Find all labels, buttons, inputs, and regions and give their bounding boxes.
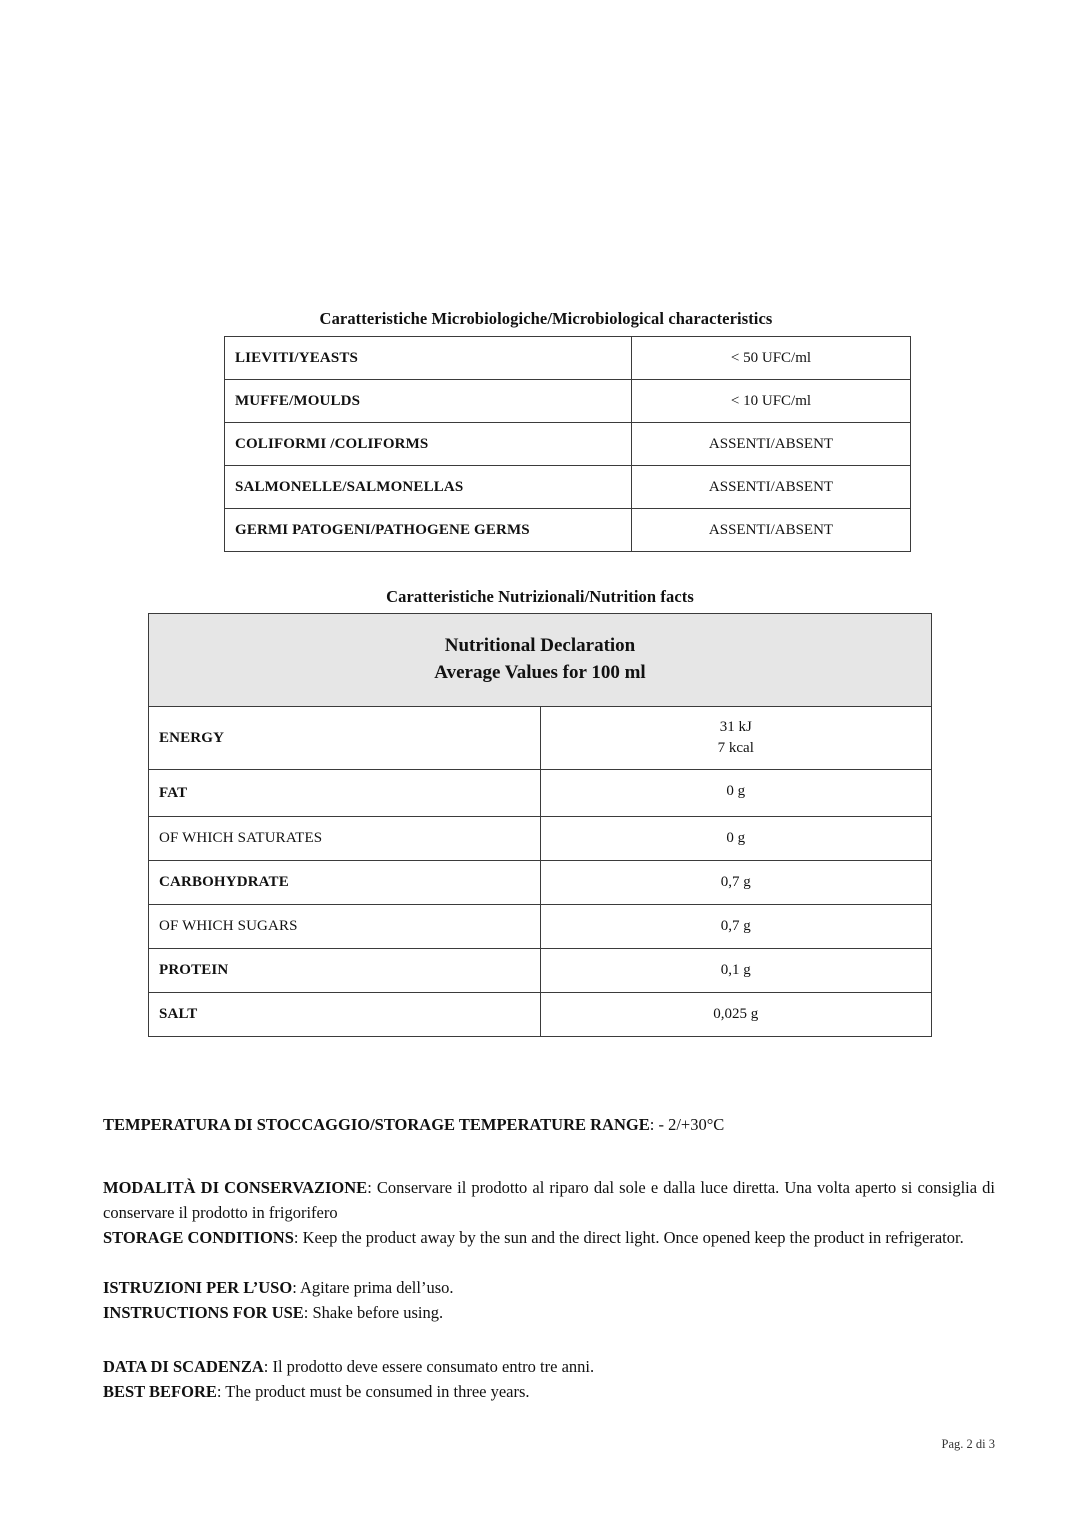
table-row — [149, 861, 932, 905]
table-row — [225, 466, 911, 509]
nutrition-row-name: SALT — [149, 993, 541, 1037]
nutrition-value-line-2: 7 kcal — [717, 740, 754, 756]
best-before-block — [103, 1355, 995, 1405]
table-row — [225, 423, 911, 466]
micro-row-label: SALMONELLE/SALMONELLAS — [225, 466, 632, 509]
table-header-row — [149, 614, 932, 707]
instructions-english — [103, 1301, 995, 1326]
best-before-english — [103, 1380, 995, 1405]
table-row — [149, 993, 932, 1037]
storage-conditions-italian-label: MODALITÀ DI CONSERVAZIONE — [103, 1178, 368, 1197]
nutrition-row-name: FAT — [149, 770, 541, 817]
micro-row-value: < 10 UFC/ml — [632, 380, 911, 423]
nutrition-row-name: CARBOHYDRATE — [149, 861, 541, 905]
micro-row-value: ASSENTI/ABSENT — [632, 466, 911, 509]
instructions-english-label: INSTRUCTIONS FOR USE — [103, 1302, 304, 1322]
nutrition-row-name: OF WHICH SUGARS — [149, 905, 541, 949]
nutrition-table-header-cell — [149, 614, 932, 707]
table-row — [225, 509, 911, 552]
storage-conditions-english-label: STORAGE CONDITIONS — [103, 1227, 294, 1247]
table-row — [225, 380, 911, 423]
microbiological-characteristics-table — [224, 336, 911, 552]
storage-conditions-block — [103, 1176, 995, 1250]
table-row — [149, 905, 932, 949]
instructions-english-text: : Shake before using. — [303, 1302, 444, 1322]
micro-row-value: < 50 UFC/ml — [632, 337, 911, 380]
best-before-italian — [103, 1355, 995, 1380]
nutrition-row-name: PROTEIN — [149, 949, 541, 993]
storage-temperature-block — [103, 1113, 995, 1138]
storage-conditions-english — [103, 1226, 995, 1251]
nutrition-row-value: 0 g — [540, 770, 932, 817]
best-before-english-text: : The product must be consumed in three years. — [216, 1381, 530, 1401]
micro-row-value: ASSENTI/ABSENT — [632, 423, 911, 466]
nutrition-row-value: 0 g — [540, 817, 932, 861]
best-before-english-label: BEST BEFORE — [103, 1381, 217, 1401]
page-footer: Pag. 2 di 3 — [941, 1437, 995, 1451]
instructions-for-use-block — [103, 1276, 995, 1326]
storage-conditions-italian — [103, 1176, 995, 1226]
micro-row-label: COLIFORMI /COLIFORMS — [225, 423, 632, 466]
nutrition-row-value: 0,1 g — [540, 949, 932, 993]
nutrition-value-line-1: 31 kJ — [719, 719, 752, 736]
nutrition-row-value: 0,7 g — [540, 905, 932, 949]
nutrition-row-value: 0,7 g — [540, 861, 932, 905]
micro-row-label: GERMI PATOGENI/PATHOGENE GERMS — [225, 509, 632, 552]
instructions-italian-label: ISTRUZIONI PER L’USO — [103, 1278, 293, 1297]
instructions-italian — [103, 1276, 995, 1301]
nutrition-header-line-1: Nutritional Declaration — [444, 635, 636, 657]
nutrition-header-line-2: Average Values for 100 ml — [434, 662, 646, 683]
table-row — [149, 817, 932, 861]
table-row — [149, 707, 932, 770]
best-before-italian-text: : Il prodotto deve essere consumato entro tre anni. — [263, 1357, 595, 1376]
table-row — [225, 337, 911, 380]
nutrition-row-name: OF WHICH SATURATES — [149, 817, 541, 861]
best-before-italian-label: DATA DI SCADENZA — [103, 1357, 264, 1376]
table-row — [149, 949, 932, 993]
storage-conditions-english-text: : Keep the product away by the sun and the direct light. Once opened keep the product in refrigerator. — [293, 1227, 964, 1247]
storage-conditions-italian-text: : Conservare il prodotto al riparo dal sole e dalla luce diretta. Una volta aperto si consiglia di conservare il prodotto in frigorifero — [103, 1178, 995, 1222]
micro-row-value: ASSENTI/ABSENT — [632, 509, 911, 552]
nutrition-table-caption: Caratteristiche Nutrizionali/Nutrition facts — [386, 587, 694, 606]
micro-row-label: LIEVITI/YEASTS — [225, 337, 632, 380]
nutrition-row-value: 0,025 g — [540, 993, 932, 1037]
nutrition-row-value — [540, 707, 932, 770]
micro-table-caption: Caratteristiche Microbiologiche/Microbiological characteristics — [319, 309, 773, 328]
nutrition-facts-table — [148, 613, 932, 1037]
table-row — [149, 770, 932, 817]
instructions-italian-text: : Agitare prima dell’uso. — [292, 1278, 454, 1297]
storage-temperature-value: : - 2/+30°C — [649, 1115, 725, 1134]
micro-row-label: MUFFE/MOULDS — [225, 380, 632, 423]
storage-temperature-label: TEMPERATURA DI STOCCAGGIO/STORAGE TEMPERATURE RANGE — [103, 1115, 650, 1134]
nutrition-row-name: ENERGY — [149, 707, 541, 770]
